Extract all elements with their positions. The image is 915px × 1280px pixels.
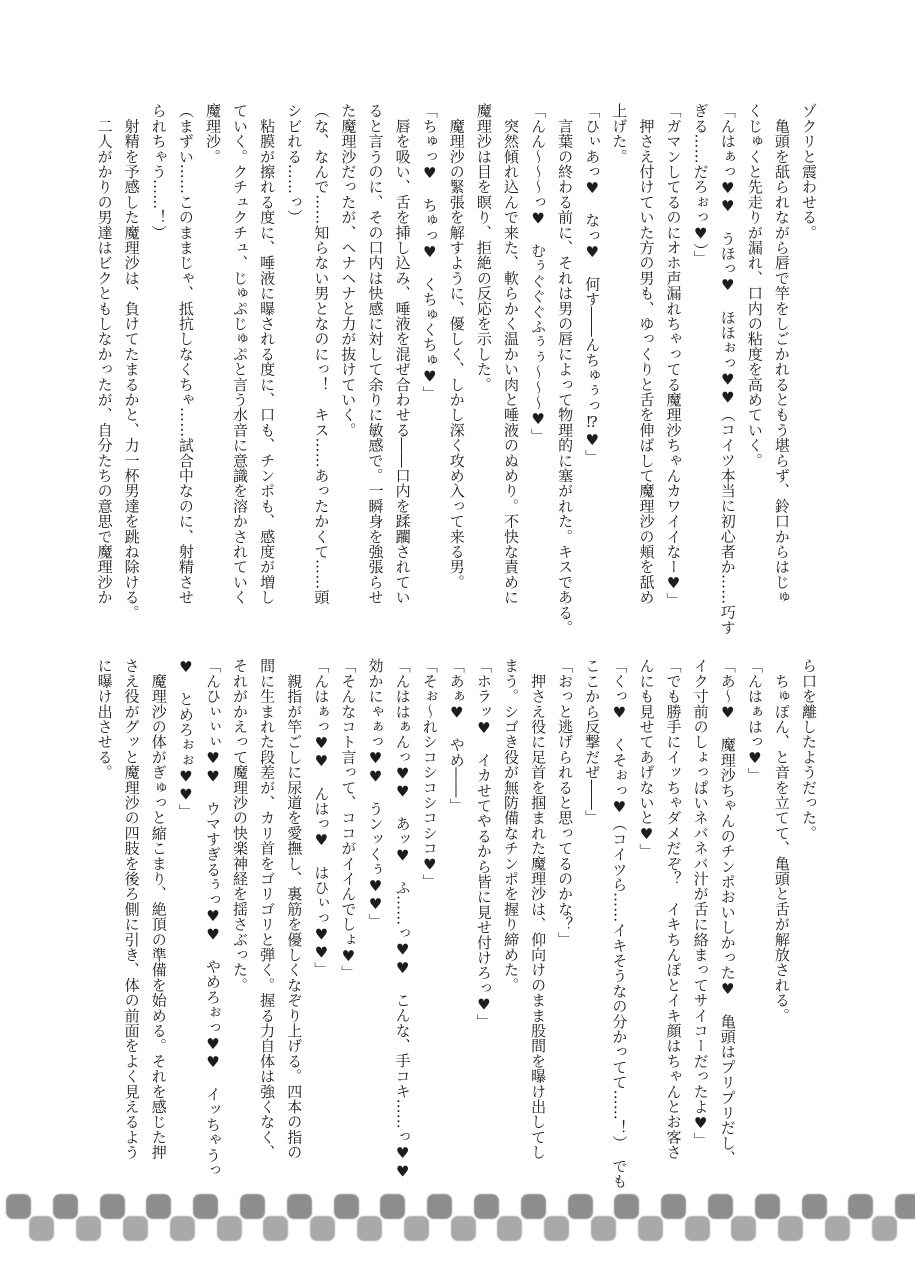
text-line: 言葉の終わる前に、それは男の唇によって物理的に塞がれた。キスである。 [556,103,575,635]
text-line: ここから反撃だぜ――」 [583,658,602,826]
checker-square [193,1194,218,1219]
checker-square [263,1216,288,1241]
text-line: 突然傾れ込んで来た、軟らかく温かい肉と唾液のぬめり。不快な責めに [501,103,520,605]
checker-square [240,1194,265,1219]
text-line: 「そぉ〜れシコシコシコシコ♥」 [420,658,439,889]
text-line: 「おっと逃げられると思ってるのかな？」 [556,658,575,947]
text-line: 「あ〜♥ 魔理沙ちゃんのチンポおいしかった♥ 亀頭はプリプリだし、 [718,658,737,1166]
text-line: 押さえ付けていた方の男も、ゆっくりと舌を伸ばして魔理沙の頬を舐め [637,103,656,605]
checker-square [6,1194,31,1219]
text-line: 魔理沙。 [203,103,222,164]
checker-square [474,1194,499,1219]
text-line: 「ひぃあっ♥ なっ♥ 何す――んちゅぅっ⁉♥」 [583,103,602,465]
text-block-bottom [90,658,822,1196]
checker-square [53,1194,78,1219]
checker-border-decoration [0,1194,915,1246]
text-line: 二人がかりの男達はビクともしなかったが、自分たちの意思で魔理沙か [95,103,114,605]
text-line: 「くっ♥ くそぉっ♥（コイツら……イキそうなの分かってて……！） でも [610,658,629,1189]
text-line: （な、なんで……知らない男となのにっ！ キス……あったかくて……頭 [312,103,331,605]
checker-square [404,1216,429,1241]
text-line: 魔理沙の緊張を解すように、優しく、しかし深く攻め入って来る男。 [447,103,466,590]
checker-square [123,1216,148,1241]
text-line: んにも見せてあげないと♥」 [637,658,656,859]
checker-square [825,1216,850,1241]
checker-square [895,1194,915,1219]
checker-square [287,1194,312,1219]
text-line: 「ちゅっ♥ ちゅっ♥ くちゅくちゅ♥」 [420,103,439,401]
text-line: ♥ とめろぉぉ♥♥」 [176,658,195,819]
checker-square [661,1194,686,1219]
text-line: 射精を予感した魔理沙は、負けてたまるかと、力一杯男達を跳ね除ける。 [122,103,141,620]
checker-square [778,1216,803,1241]
text-line: ゾクリと震わせる。 [800,103,818,240]
text-line: ぎる……だろぉっ♥）」 [691,103,710,266]
text-line: 「んはぁっ♥♥ んはっ♥ はひぃっ♥♥」 [312,658,331,977]
checker-square [685,1216,710,1241]
checker-square [217,1216,242,1241]
text-line: ら口を離したようだった。 [800,658,818,841]
text-line: 「んひぃぃぃ♥♥ ウマすぎるぅっ♥♥ やめろぉっ♥♥ イッちゃうっ [203,658,222,1178]
checker-square [872,1216,897,1241]
text-line: 亀頭を舐られながら唇で竿をしごかれるともう堪らず、鈴口からはじゅ [772,103,791,605]
text-line: 「んはぁはっ♥」 [745,658,764,783]
checker-square [146,1194,171,1219]
text-line: 間に生まれた段差が、カリ首をゴリゴリと弾く。握る力自体は強くなく、 [258,658,277,1160]
text-line: 粘膜が擦れる度に、唾液に曝される度に、口も、チンポも、感度が増し [258,103,277,605]
checker-square [100,1194,125,1219]
text-line: ると言うのに、その口内は快感に対して余りに敏感で。一瞬身を強張らせ [366,103,385,605]
checker-square [544,1216,569,1241]
text-line: さえ役がグッと魔理沙の四肢を後ろ側に引き、体の前面をよく見えるよう [122,658,141,1160]
text-line: 「ガマンしてるのにオホ声漏れちゃってる魔理沙ちゃんカワイイなー♥」 [664,103,683,608]
checker-square [357,1216,382,1241]
checker-square [76,1216,101,1241]
text-line: 押さえ役に足首を掴まれた魔理沙は、仰向けのまま股間を曝け出してし [529,658,548,1160]
text-line: 効かにゃぁっ♥♥ うンッくぅ♥♥」 [366,658,385,929]
text-line: られちゃう……！） [149,103,168,240]
text-line: イク寸前のしょっぱいネバネバ汁が舌に絡まってサイコーだったよ♥」 [691,658,710,1148]
text-line: （まずい……このままじゃ、抵抗しなくちゃ……試合中なのに、射精させ [176,103,195,605]
checker-square [521,1194,546,1219]
text-block-top [90,103,822,641]
text-line: 魔理沙の体がぎゅっと縮こまり、絶頂の準備を始める。それを感じた押 [149,658,168,1160]
checker-square [848,1194,873,1219]
text-line: 「んん〜〜〜っ♥ むぅぐぐぐふぅぅ〜〜〜♥」 [529,103,548,444]
text-line: 「そんなコト言って、ココがイイんでしょ♥」 [339,658,358,981]
text-line: に曝け出させる。 [95,658,114,780]
text-line: ちゅぽん、と音を立てて、亀頭と舌が解放される。 [772,658,791,1023]
text-line: ていく。クチュクチュ、じゅぷじゅぷと言う水音に意識を溶かされていく [231,103,250,605]
checker-square [170,1216,195,1241]
text-line: 唇を吸い、舌を挿し込み、唾液を混ぜ合わせる――口内を蹂躙されてい [393,103,412,605]
checker-square [568,1194,593,1219]
checker-square [802,1194,827,1219]
text-line: 魔理沙は目を瞑り、拒絶の反応を示した。 [474,103,493,392]
checker-square [497,1216,522,1241]
checker-square [29,1216,54,1241]
checker-square [380,1194,405,1219]
text-line: 「でも勝手にイッちゃダメだぞ？ イキちんぽとイキ顔はちゃんとお客さ [664,658,683,1160]
checker-square [708,1194,733,1219]
text-line: 「ホラッ♥ イカせてやるから皆に見せ付けろっ♥」 [474,658,493,1029]
text-line: まう。シゴき役が無防備なチンポを握り締めた。 [501,658,520,993]
checker-square [334,1194,359,1219]
checker-square [451,1216,476,1241]
checker-square [614,1194,639,1219]
text-line: シビれる……っ） [285,103,304,225]
text-line: 「あぁ♥ やめ――」 [447,658,466,813]
checker-square [591,1216,616,1241]
checker-square [731,1216,756,1241]
text-line: くじゅくと先走りが漏れ、口内の粘度を高めていく。 [745,103,764,468]
checker-square [638,1216,663,1241]
text-line: 「んははぁんっ♥♥ あッ♥ ふ……っ♥♥ こんな、手コキ……っ♥♥ [393,658,412,1181]
text-line: それがかえって魔理沙の快楽神経を揺さぶった。 [231,658,250,993]
text-line: た魔理沙だったが、ヘナヘナと力が抜けていく。 [339,103,358,438]
checker-square [310,1216,335,1241]
checker-square [755,1194,780,1219]
checker-square [427,1194,452,1219]
text-line: 「んはぁっ♥♥ うほっ♥ ほほぉっ♥♥（コイツ本当に初心者か……巧す [718,103,737,635]
text-line: 親指が竿ごしに尿道を愛撫し、裏筋を優しくなぞり上げる。四本の指の [285,658,304,1160]
text-line: 上げた。 [610,103,629,164]
